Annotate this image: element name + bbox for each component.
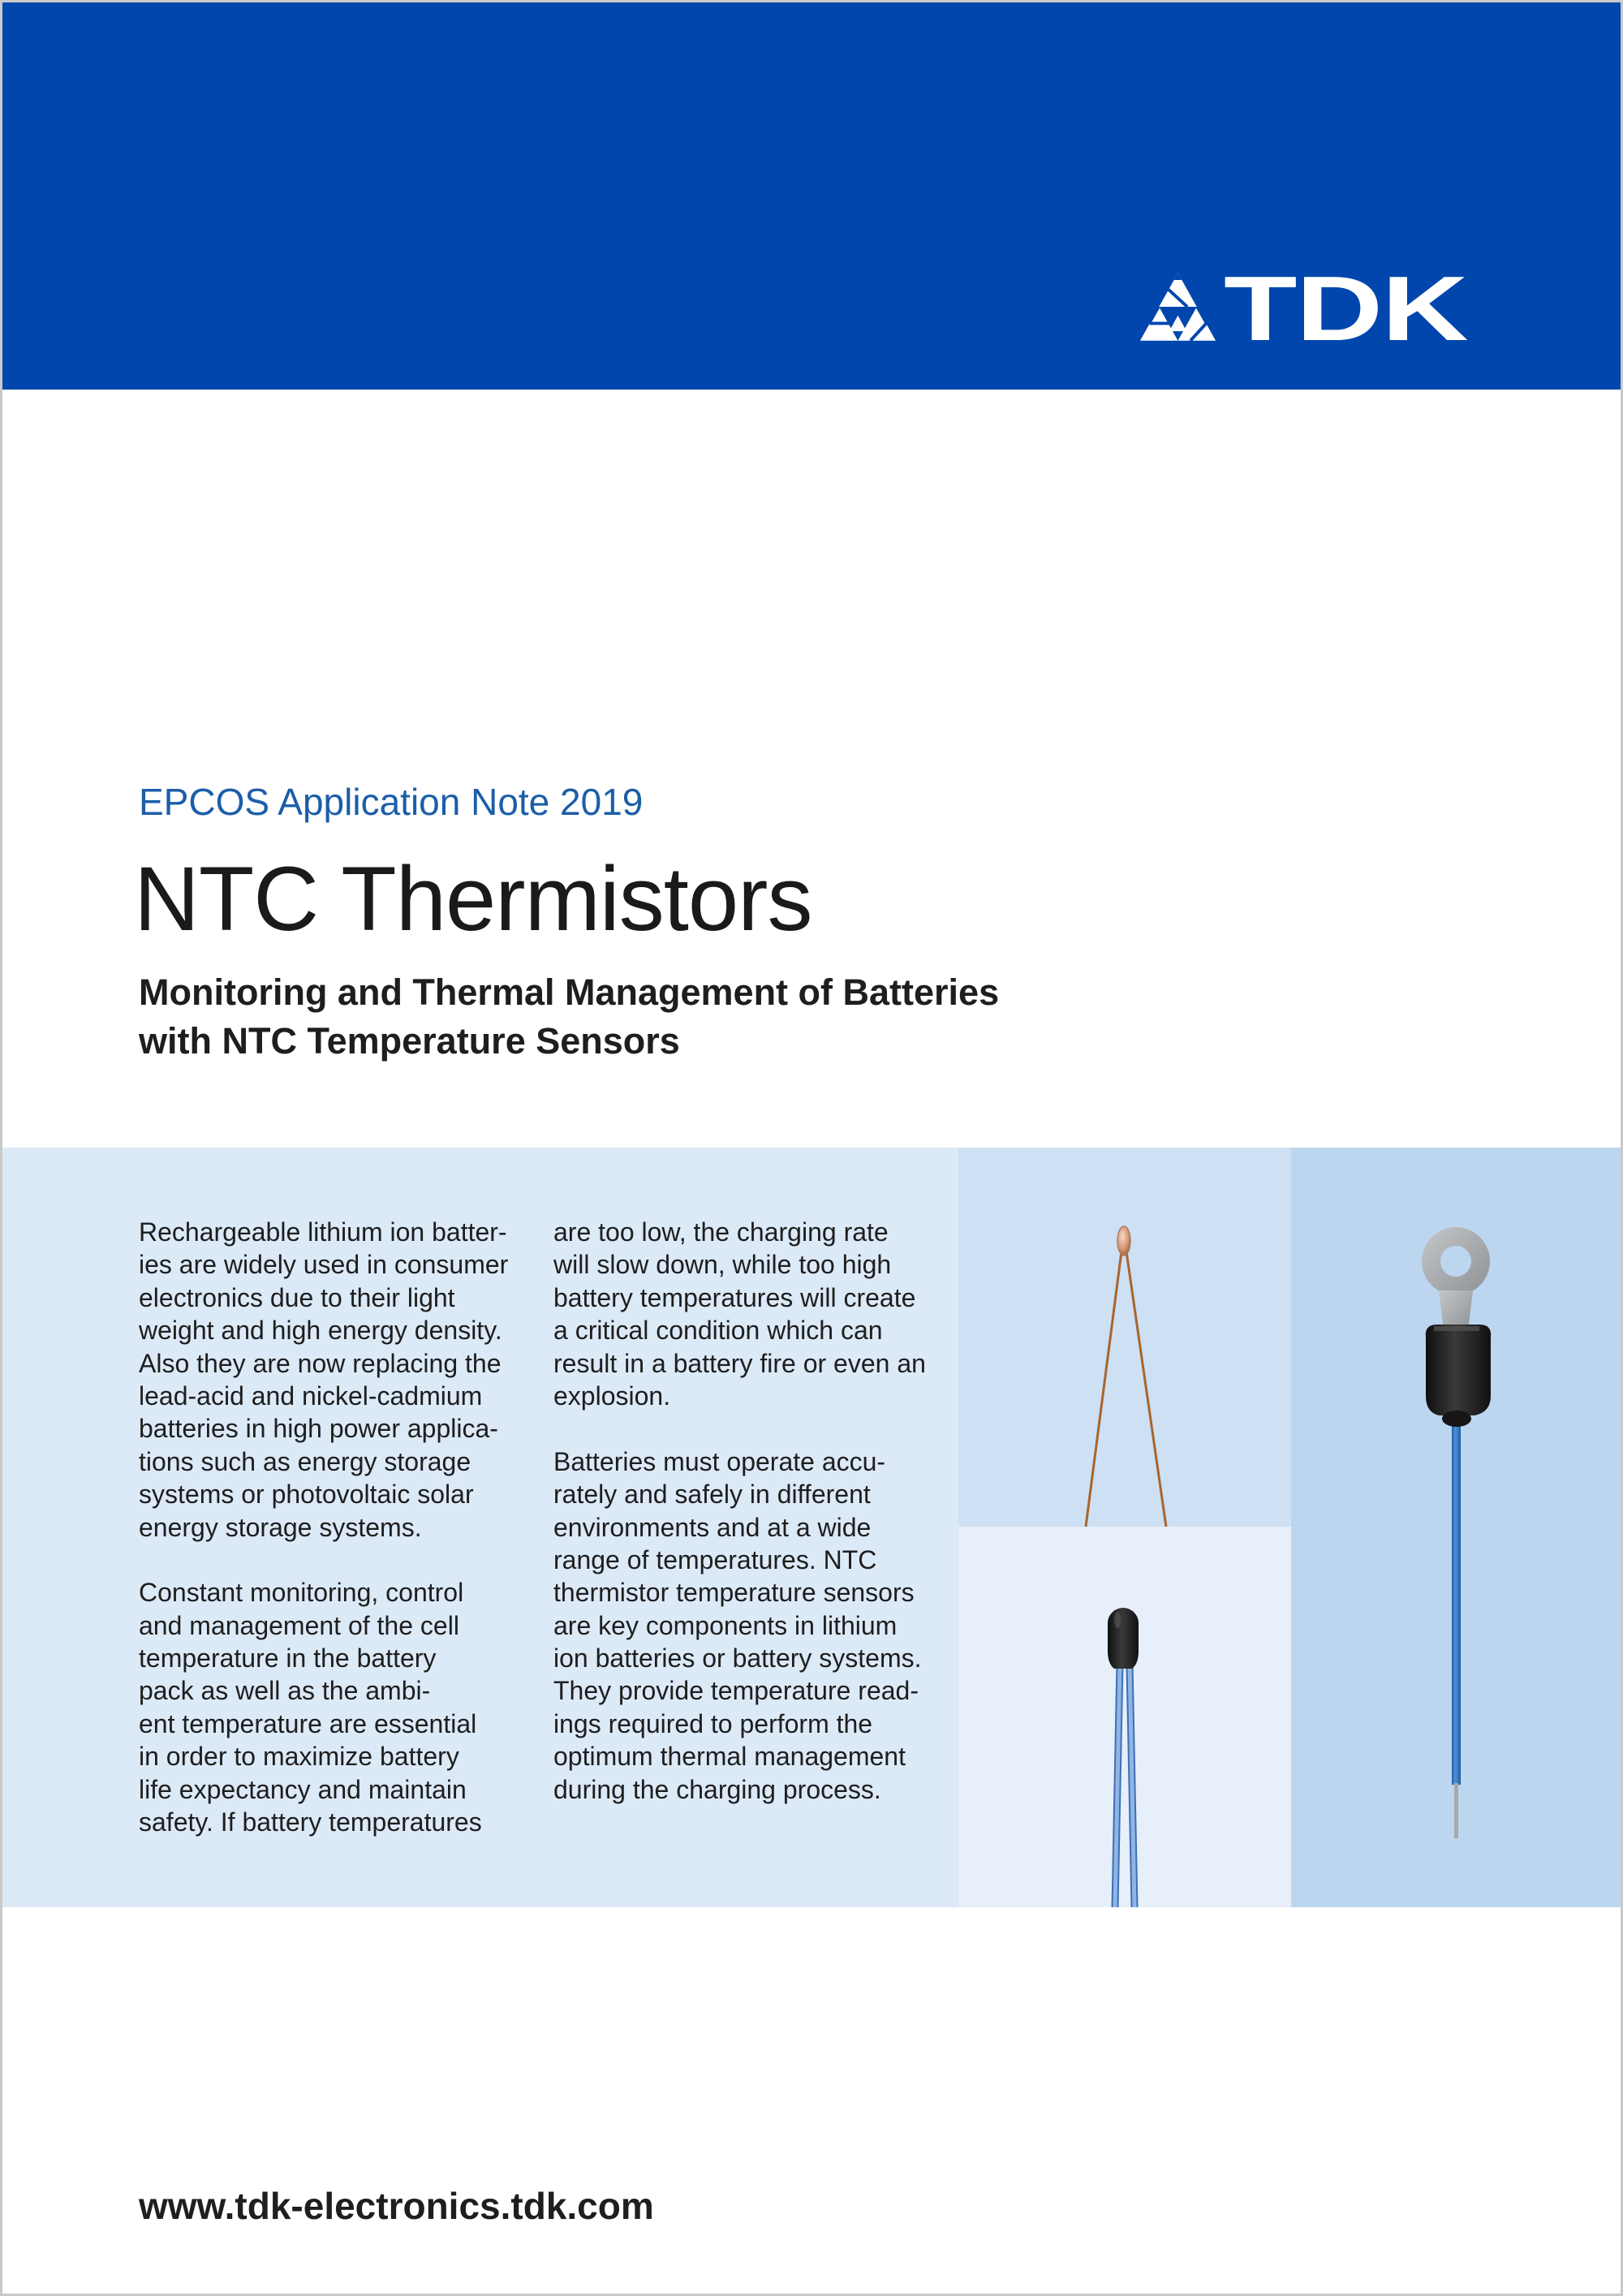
body-text-line: lead-acid and nickel-cadmium [139, 1381, 483, 1411]
body-paragraph [139, 1216, 528, 1544]
body-text-line: life expectancy and maintain [139, 1774, 467, 1804]
body-text-line: explosion. [553, 1381, 671, 1411]
subtitle [139, 968, 999, 1066]
product-photos [958, 1148, 1621, 1907]
body-text-line: environments and at a wide [553, 1512, 872, 1542]
subtitle-line: with NTC Temperature Sensors [139, 1020, 680, 1062]
body-text-line: Rechargeable lithium ion batter- [139, 1217, 507, 1247]
leaded-thermistor-photo [1108, 1608, 1139, 1907]
body-text-line: rately and safely in different [553, 1480, 871, 1510]
body-text-line: ent temperature are essential [139, 1708, 477, 1738]
body-text-line: a critical condition which can [553, 1316, 883, 1346]
body-text-line: Batteries must operate accu- [553, 1446, 886, 1476]
body-text-line: ies are widely used in consumer [139, 1250, 509, 1280]
tdk-emblem-icon [1139, 271, 1217, 344]
body-text-line: energy storage systems. [139, 1512, 422, 1542]
body-text-line: They provide temperature read- [553, 1676, 919, 1706]
document-series: EPCOS Application Note 2019 [139, 781, 644, 823]
website-url: www.tdk-electronics.tdk.com [139, 2185, 654, 2227]
body-text-line: are too low, the charging rate [553, 1217, 889, 1247]
body-text-line: safety. If battery temperatures [139, 1807, 482, 1837]
body-paragraph [553, 1216, 943, 1412]
body-text-line: weight and high energy density. [139, 1316, 502, 1346]
body-text-line: result in a battery fire or even an [553, 1348, 926, 1378]
body-paragraph [139, 1576, 528, 1838]
body-text-line: will slow down, while too high [553, 1250, 892, 1280]
body-text-line: ion batteries or battery systems. [553, 1643, 922, 1674]
body-text-line: ings required to perform the [553, 1708, 873, 1738]
body-column-1 [139, 1216, 528, 1872]
body-text-line: are key components in lithium [553, 1610, 898, 1640]
tdk-logo-text: TDK [1224, 257, 1468, 360]
body-text-line: optimum thermal management [553, 1742, 906, 1772]
body-text-line: systems or photovoltaic solar [139, 1480, 474, 1510]
page-title: NTC Thermistors [134, 848, 812, 950]
body-text-line: pack as well as the ambi- [139, 1676, 431, 1706]
bead-thermistor-photo [1086, 1226, 1166, 1527]
body-text-line: electronics due to their light [139, 1282, 455, 1312]
body-text-line: batteries in high power applica- [139, 1414, 498, 1444]
body-text-line: thermistor temperature sensors [553, 1578, 915, 1608]
body-text-line: Also they are now replacing the [139, 1348, 502, 1378]
body-text-line: in order to maximize battery [139, 1742, 459, 1772]
body-text-line: during the charging process. [553, 1774, 881, 1804]
body-text-line: tions such as energy storage [139, 1446, 471, 1476]
body-column-2 [553, 1216, 943, 1838]
body-text-line: Constant monitoring, control [139, 1578, 464, 1608]
body-text-line: and management of the cell [139, 1610, 459, 1640]
body-text-line: temperature in the battery [139, 1643, 437, 1674]
body-text-line: range of temperatures. NTC [553, 1544, 877, 1574]
body-text-line: battery temperatures will create [553, 1282, 916, 1312]
header-band [2, 2, 1621, 390]
ring-lug-thermistor-photo [1422, 1227, 1491, 1838]
content-band [2, 1148, 1621, 1907]
subtitle-line: Monitoring and Thermal Management of Batteries [139, 971, 1000, 1013]
body-paragraph [553, 1445, 943, 1806]
